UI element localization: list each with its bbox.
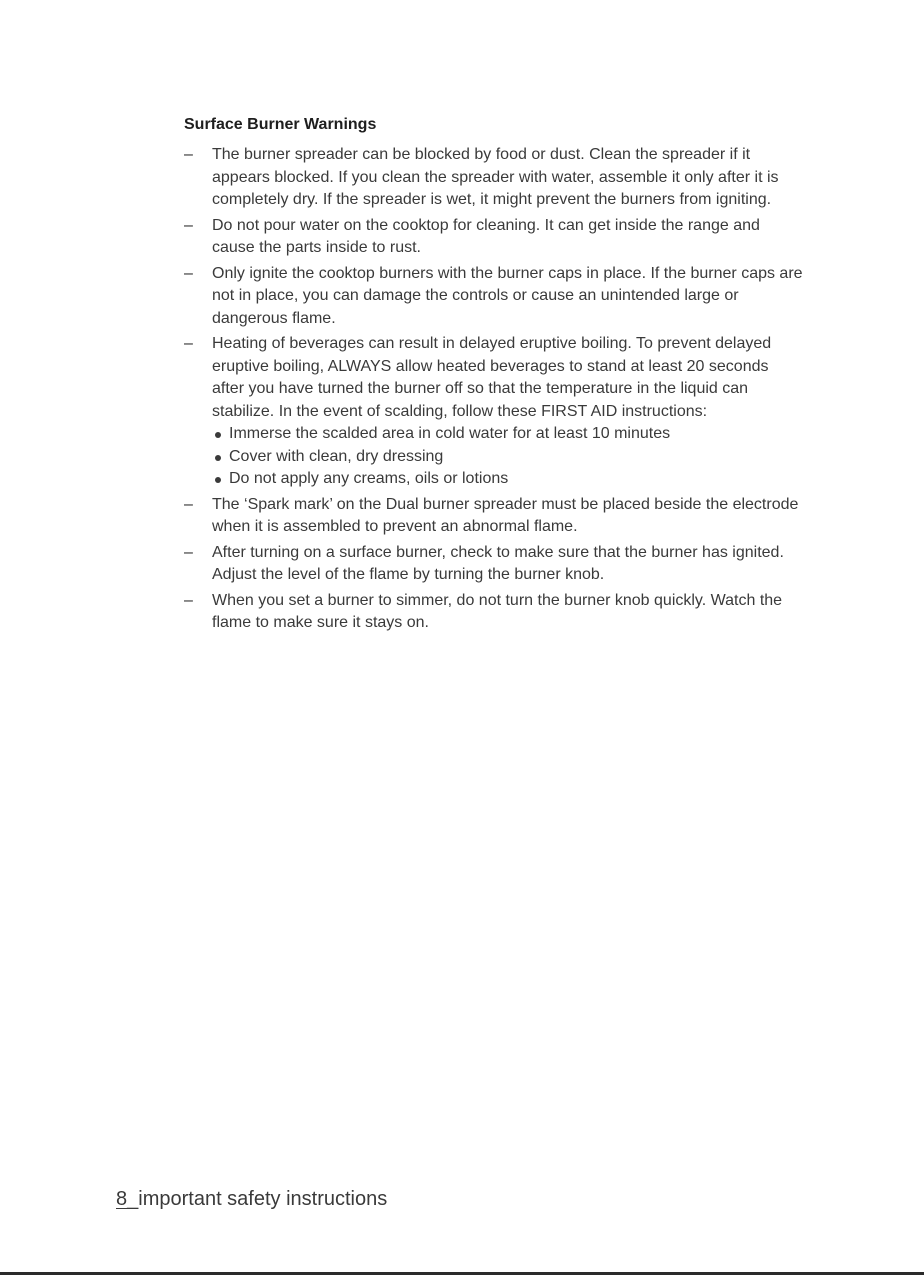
dash-bullet: – xyxy=(184,216,193,234)
dash-bullet: – xyxy=(184,264,193,282)
dash-bullet: – xyxy=(184,146,193,163)
dash-bullet: – xyxy=(184,335,193,352)
first-aid-item xyxy=(212,423,804,446)
first-aid-text: Cover with clean, dry dressing xyxy=(229,447,444,465)
dash-bullet: – xyxy=(184,495,193,513)
warning-text: Heating of beverages can result in delayed eruptive boiling. To prevent delayed eruptive boiling, ALWAYS allow heated beverages to stand at least 20 seconds after you have turned the burner off so that the temperature in the liquid can stabilize. In the event of scalding, follow these FIRST AID instructions: xyxy=(212,335,772,420)
page-number: 8 xyxy=(116,1188,128,1210)
page-footer xyxy=(116,1186,387,1212)
dash-bullet: – xyxy=(184,543,193,561)
warning-item-2 xyxy=(184,215,804,260)
warning-text: Only ignite the cooktop burners with the burner caps in place. If the burner caps are not in place, you can damage the controls or cause an unintended large or dangerous flame. xyxy=(212,264,803,327)
section-title: Surface Burner Warnings xyxy=(184,116,377,133)
bullet-dot-icon xyxy=(215,432,221,438)
document-body xyxy=(184,114,804,638)
warning-item-1 xyxy=(184,144,804,212)
warning-text: The ‘Spark mark’ on the Dual burner spreader must be placed beside the electrode when it is assembled to prevent an abnormal flame. xyxy=(212,495,799,535)
first-aid-item xyxy=(212,446,804,469)
bullet-dot-icon xyxy=(215,455,221,461)
warning-list xyxy=(184,144,804,635)
first-aid-text: Immerse the scalded area in cold water for at least 10 minutes xyxy=(229,425,671,442)
dash-bullet: – xyxy=(184,591,193,609)
footer-section-name: important safety instructions xyxy=(138,1188,388,1210)
warning-text: When you set a burner to simmer, do not turn the burner knob quickly. Watch the flame to make sure it stays on. xyxy=(212,591,783,631)
bullet-dot-icon xyxy=(215,477,221,483)
first-aid-list xyxy=(212,423,804,491)
warning-text: The burner spreader can be blocked by food or dust. Clean the spreader if it appears blocked. If you clean the spreader with water, assemble it only after it is completely dry. If the spreader is wet, it might prevent the burners from igniting. xyxy=(212,146,779,208)
warning-text: After turning on a surface burner, check to make sure that the burner has ignited. Adjust the level of the flame by turning the burner knob. xyxy=(212,543,784,583)
warning-item-6 xyxy=(184,542,804,587)
footer-separator: _ xyxy=(127,1188,139,1210)
first-aid-item xyxy=(212,468,804,491)
warning-item-4 xyxy=(184,333,804,491)
warning-text: Do not pour water on the cooktop for cleaning. It can get inside the range and cause the parts inside to rust. xyxy=(212,216,760,256)
warning-item-5 xyxy=(184,494,804,539)
warning-item-7 xyxy=(184,590,804,635)
warning-item-3 xyxy=(184,263,804,331)
first-aid-text: Do not apply any creams, oils or lotions xyxy=(229,470,509,487)
